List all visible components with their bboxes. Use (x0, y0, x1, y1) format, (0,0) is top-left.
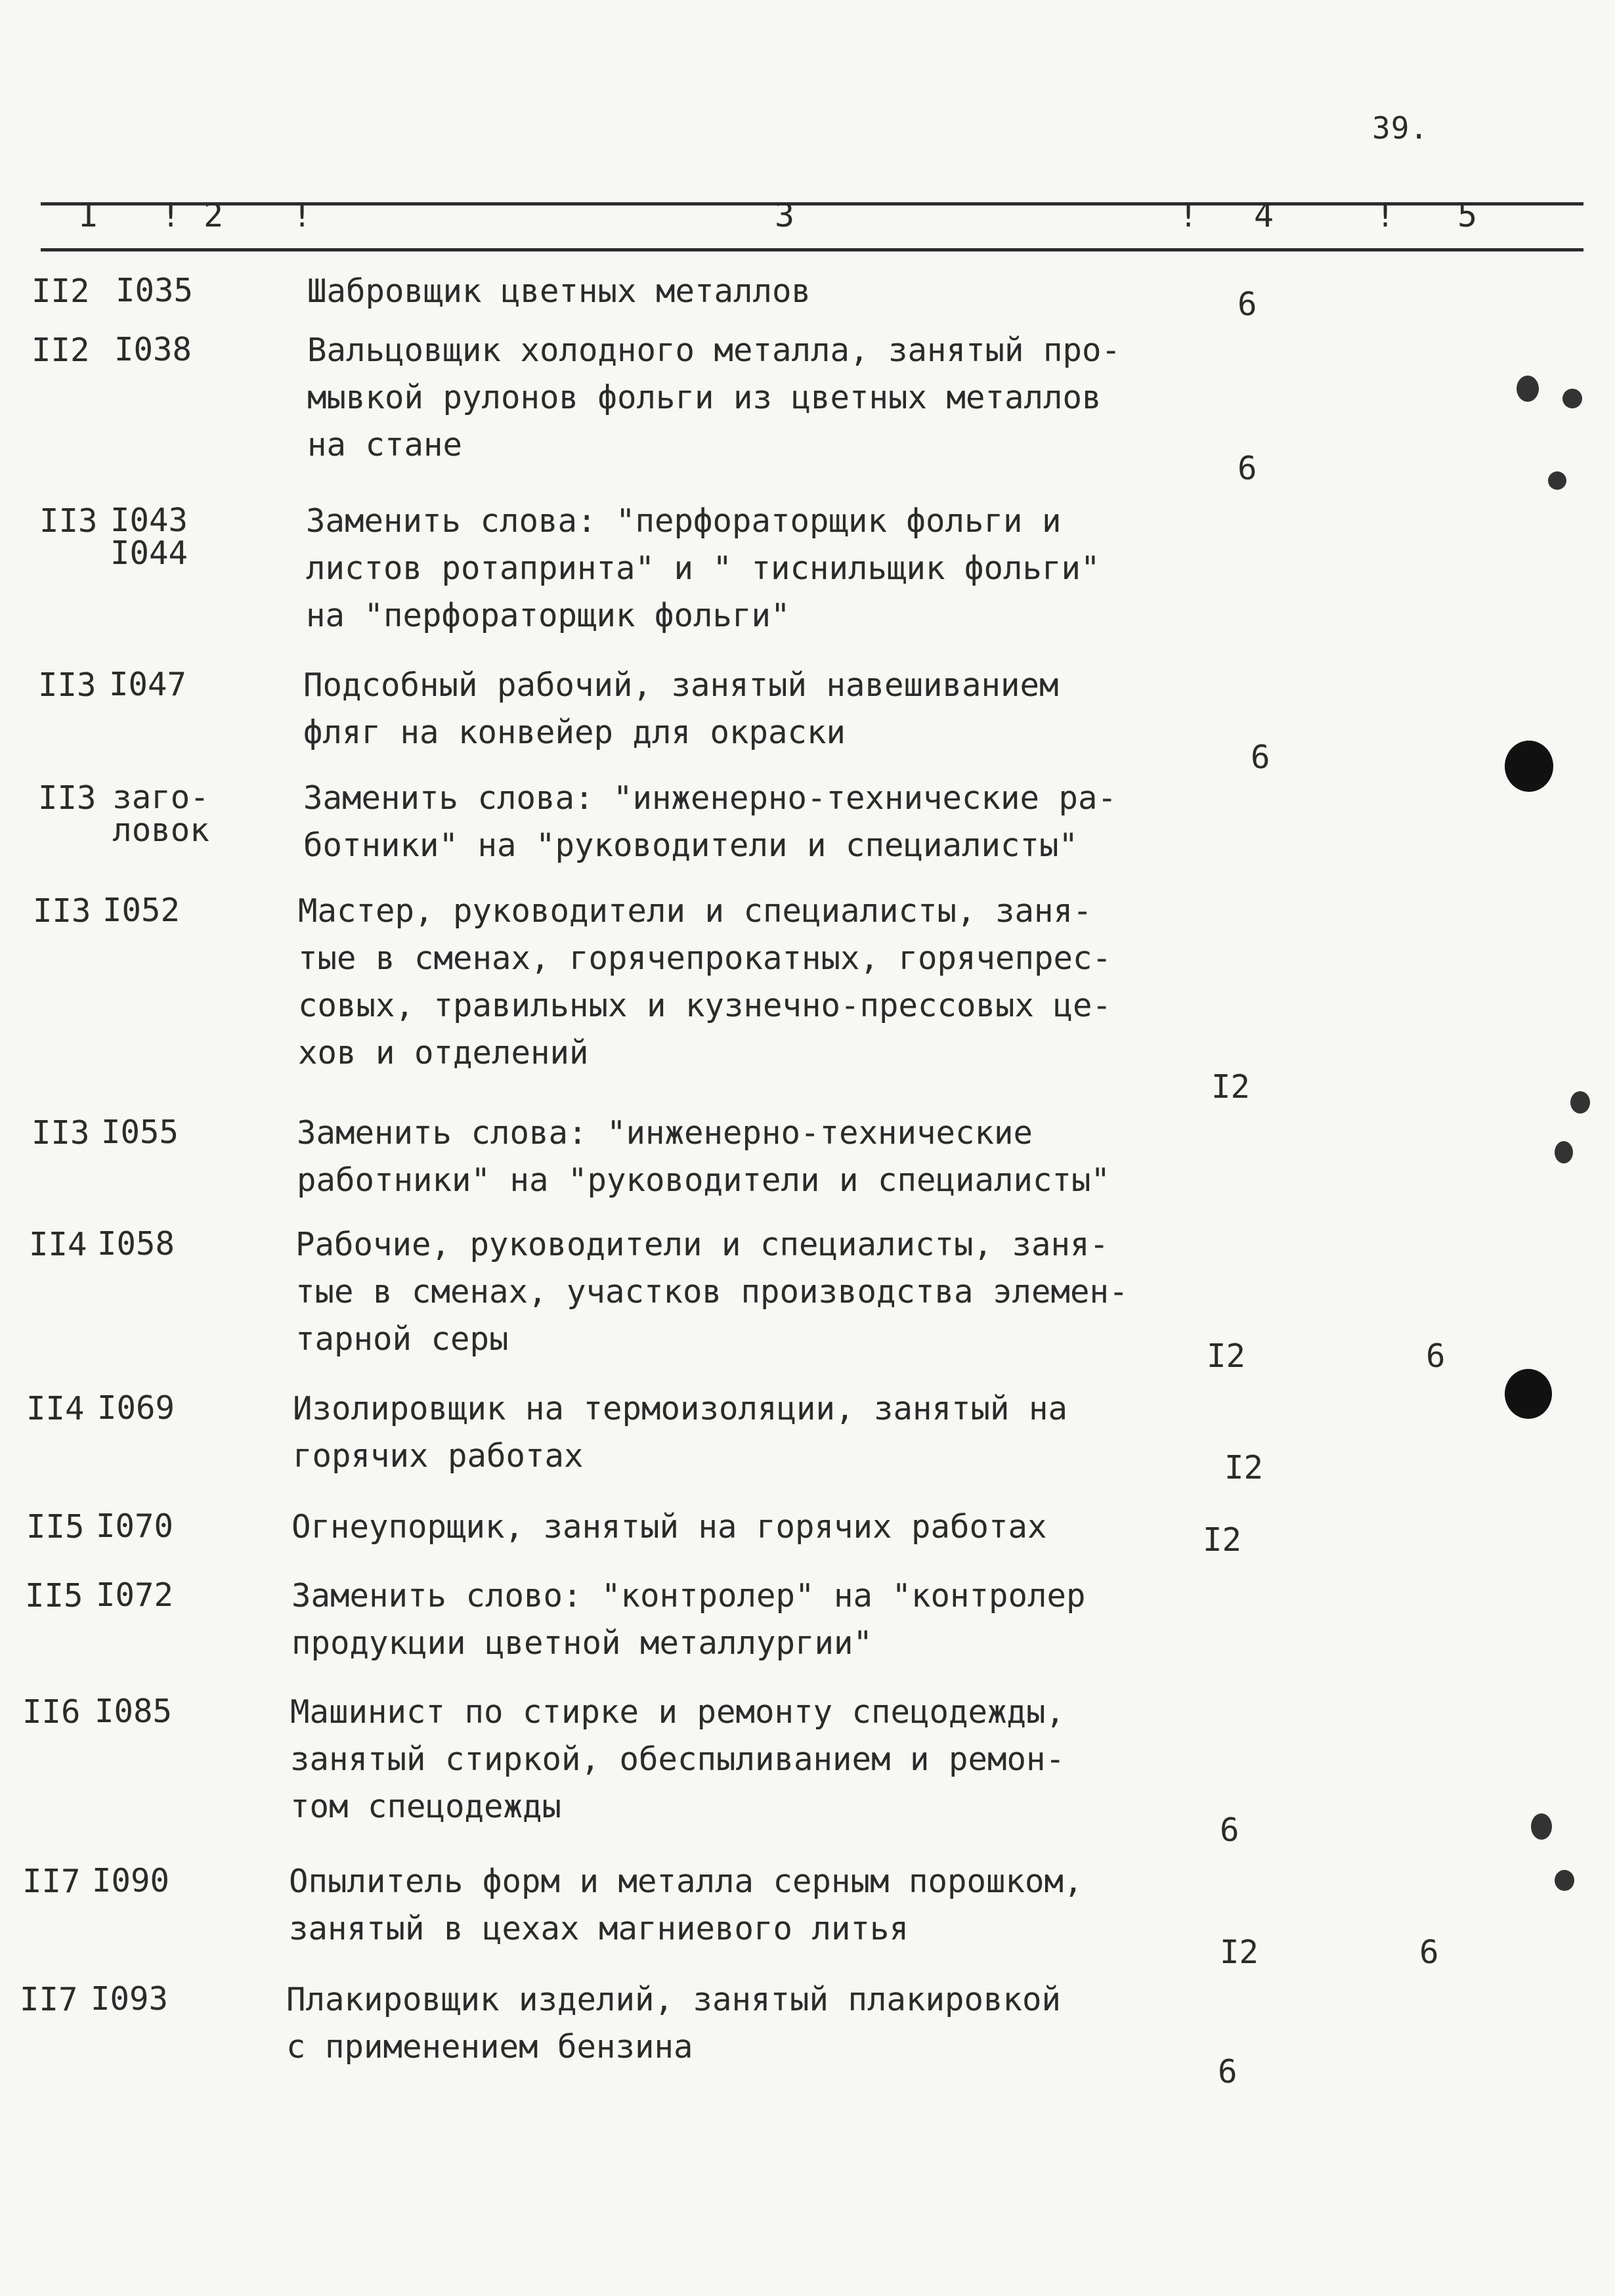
row-col4-value: 6 (1238, 450, 1257, 487)
row-description-line: Огнеупорщик, занятый на горячих работах (291, 1508, 1047, 1546)
row-description-line: тые в сменах, участков производства элемен- (295, 1273, 1129, 1310)
header-sep4: ! (1375, 196, 1396, 234)
row-description-line: продукции цветной металлургии" (291, 1624, 873, 1662)
row-description-line: тые в сменах, горячепрокатных, горячепрес- (298, 940, 1112, 977)
row-section-number: II6 (22, 1693, 81, 1731)
header-col2: 2 (204, 196, 224, 234)
row-section-number: II7 (22, 1863, 81, 1900)
row-col4-value: 6 (1218, 2053, 1238, 2090)
row-col4-value: I2 (1207, 1337, 1246, 1375)
row-item-number: I093 (90, 1980, 168, 2018)
row-description-line: хов и отделений (298, 1034, 589, 1072)
row-col4-value: 6 (1251, 739, 1270, 776)
row-col4-value: I2 (1220, 1934, 1259, 1971)
row-description-line: Заменить слова: "инженерно-технические (297, 1114, 1033, 1152)
row-col4-value: I2 (1224, 1449, 1264, 1486)
ink-speck (1570, 1091, 1590, 1114)
row-item-number: I043 I044 (110, 502, 188, 572)
ink-speck (1548, 471, 1566, 490)
row-item-number: I069 (97, 1389, 175, 1427)
row-description-line: совых, травильных и кузнечно-прессовых це- (298, 987, 1112, 1024)
row-description-line: Рабочие, руководители и специалисты, заня- (295, 1226, 1109, 1263)
row-description-line: на "перфораторщик фольги" (306, 597, 790, 634)
row-description-line: работники" на "руководители и специалисты" (297, 1161, 1111, 1199)
row-section-number: II5 (26, 1508, 85, 1546)
row-description-line: фляг на конвейер для окраски (303, 714, 846, 751)
header-col5: 5 (1457, 196, 1478, 234)
header-sep3: ! (1178, 196, 1199, 234)
header-col4: 4 (1254, 196, 1274, 234)
ink-speck (1555, 1141, 1573, 1163)
ink-blot (1505, 741, 1553, 792)
row-item-number: I035 (115, 272, 193, 309)
row-item-number: I072 (95, 1576, 173, 1614)
row-item-number: I038 (114, 331, 192, 368)
row-item-number: I070 (95, 1507, 173, 1545)
row-section-number: II2 (32, 272, 90, 310)
row-description-line: мывкой рулонов фольги из цветных металлов (307, 379, 1102, 416)
row-description-line: Машинист по стирке и ремонту спецодежды, (290, 1693, 1066, 1731)
header-col3: 3 (775, 196, 795, 234)
row-description-line: Заменить слово: "контролер" на "контролер (291, 1577, 1086, 1614)
ink-speck (1517, 376, 1539, 402)
row-section-number: II2 (32, 332, 90, 369)
row-col4-value: 6 (1220, 1811, 1239, 1849)
row-description-line: Изолировщик на термоизоляции, занятый на (293, 1390, 1068, 1427)
row-description-line: том спецодежды (290, 1788, 562, 1825)
row-section-number: II4 (29, 1226, 87, 1263)
row-description-line: горячих работах (293, 1437, 584, 1475)
ink-blot (1505, 1369, 1552, 1419)
row-description-line: Плакировщик изделий, занятый плакировкой (286, 1981, 1062, 2018)
row-item-number: I047 (108, 666, 186, 703)
header-top-rule (41, 202, 1583, 206)
ink-speck (1562, 389, 1582, 408)
page-number: 39. (1372, 110, 1429, 146)
row-col4-value: 6 (1238, 286, 1257, 323)
row-item-number: I090 (91, 1862, 169, 1899)
row-description-line: занятый стиркой, обеспыливанием и ремон- (290, 1741, 1066, 1778)
row-description-line: Заменить слова: "инженерно-технические ра- (303, 779, 1117, 817)
row-description-line: Опылитель форм и металла серным порошком, (289, 1863, 1083, 1900)
row-item-number: I085 (94, 1693, 172, 1730)
header-sep2: ! (292, 196, 312, 234)
row-col4-value: I2 (1211, 1068, 1251, 1106)
row-section-number: II3 (32, 1114, 90, 1152)
row-description-line: с применением бензина (286, 2028, 693, 2066)
row-col5-value: 6 (1426, 1337, 1446, 1375)
row-section-number: II4 (26, 1390, 85, 1427)
row-item-number: I055 (100, 1114, 179, 1151)
row-item-number: I052 (102, 892, 180, 929)
row-description-line: Заменить слова: "перфораторщик фольги и (306, 502, 1062, 540)
row-description-line: Мастер, руководители и специалисты, заня- (298, 892, 1092, 930)
row-section-number: II3 (39, 502, 98, 540)
row-description-line: тарной серы (295, 1320, 509, 1358)
row-description-line: листов ротапринта" и " тиснильщик фольги" (306, 550, 1100, 587)
row-description-line: занятый в цехах магниевого литья (289, 1910, 909, 1947)
ink-speck (1531, 1813, 1552, 1840)
row-description-line: Вальцовщик холодного металла, занятый про- (307, 332, 1121, 369)
row-description-line: Подсобный рабочий, занятый навешиванием (303, 666, 1059, 704)
row-col4-value: I2 (1203, 1521, 1242, 1559)
row-description-line: на стане (307, 426, 463, 464)
header-col1: I (79, 196, 99, 234)
header-sep1: ! (161, 196, 181, 234)
row-col5-value: 6 (1419, 1934, 1439, 1971)
row-item-number: I058 (97, 1225, 175, 1263)
row-section-number: II3 (38, 779, 97, 817)
row-item-number: заго- ловок (112, 779, 209, 849)
row-section-number: II7 (20, 1981, 78, 2018)
header-bottom-rule (41, 248, 1583, 251)
row-section-number: II3 (33, 892, 91, 930)
row-description-line: ботники" на "руководители и специалисты" (303, 827, 1079, 864)
row-description-line: Шабровщик цветных металлов (307, 272, 811, 310)
row-section-number: II3 (38, 666, 97, 704)
row-section-number: II5 (25, 1577, 83, 1614)
ink-speck (1555, 1870, 1574, 1891)
